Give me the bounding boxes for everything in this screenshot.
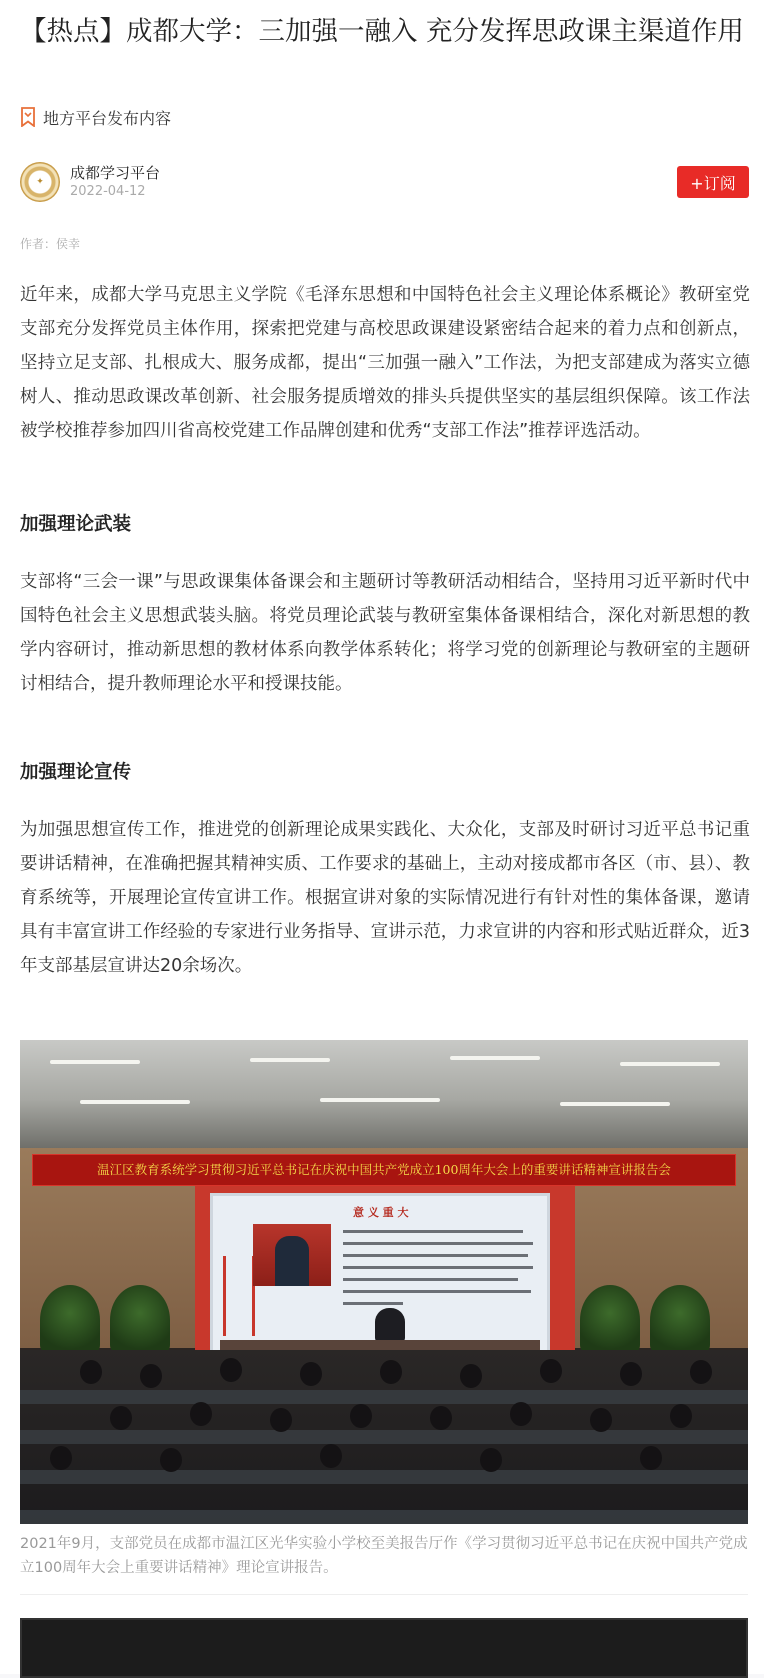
publisher-label: 地方平台发布内容 [43, 108, 172, 128]
ceiling-light [620, 1062, 720, 1066]
plant-right-1 [580, 1285, 640, 1355]
audience-head [80, 1360, 102, 1384]
audience-head [110, 1406, 132, 1430]
audience-area [20, 1350, 748, 1524]
audience-head [190, 1402, 212, 1426]
plant-left-2 [110, 1285, 170, 1355]
seat-row [20, 1510, 748, 1524]
article-photo[interactable] [20, 1040, 748, 1524]
paragraph-theory-arming: 支部将“三会一课”与思政课集体备课会和主题研讨等教研活动相结合，坚持用习近平新时代中国特色社会主义思想武装头脑。将党员理论武装与教研室集体备课相结合，深化对新思想的教学内容研讨，推动新思想的教材体系向教学体系转化；将学习党的创新理论与教研室的主题研讨相结合，提升教师理论水平和授课技能。 [20, 572, 750, 694]
audience-head [460, 1364, 482, 1388]
photo-ceiling [20, 1040, 748, 1148]
account-name[interactable]: 成都学习平台 [70, 164, 161, 182]
audience-head [50, 1446, 72, 1470]
audience-head [270, 1408, 292, 1432]
audience-head [350, 1404, 372, 1428]
audience-head [690, 1360, 712, 1384]
subscribe-button[interactable]: +订阅 [677, 166, 749, 198]
avatar[interactable] [20, 162, 60, 202]
account-info[interactable] [20, 160, 160, 204]
screen-text-line [343, 1242, 533, 1245]
screen-text-line [343, 1278, 518, 1281]
ceiling-light [50, 1060, 140, 1064]
audience-head [540, 1359, 562, 1383]
audience-head [590, 1408, 612, 1432]
plant-right-2 [650, 1285, 710, 1355]
article-photo-2[interactable] [20, 1618, 748, 1678]
audience-head [510, 1402, 532, 1426]
audience-head [140, 1364, 162, 1388]
audience-head [670, 1404, 692, 1428]
section-heading-theory-promotion: 加强理论宣传 [20, 762, 132, 783]
publisher-tag [20, 105, 171, 129]
audience-head [220, 1358, 242, 1382]
screen-title: 意 义 重 大 [353, 1206, 409, 1219]
bookmark-icon [20, 107, 36, 127]
ceiling-light [450, 1056, 540, 1060]
audience-head [380, 1360, 402, 1384]
seat-row [20, 1390, 748, 1404]
section-heading-theory-arming: 加强理论武装 [20, 514, 132, 535]
seat-row [20, 1470, 748, 1484]
audience-head [640, 1446, 662, 1470]
tower-shape [223, 1256, 255, 1336]
audience-head [480, 1448, 502, 1472]
speaker-figure [375, 1308, 405, 1342]
paragraph-theory-promotion: 为加强思想宣传工作，推进党的创新理论成果实践化、大众化，支部及时研讨习近平总书记重要讲话精神，在准确把握其精神实质、工作要求的基础上，主动对接成都市各区（市、县）、教育系统等，开展理论宣传宣讲工作。根据宣讲对象的实际情况进行有针对性的集体备课，邀请具有丰富宣讲工作经验的专家进行业务指导、宣讲示范，力求宣讲的内容和形式贴近群众，近3年支部基层宣讲达20余场次。 [20, 820, 750, 976]
ceiling-light [560, 1102, 670, 1106]
audience-head [430, 1406, 452, 1430]
photo-banner: 温江区教育系统学习贯彻习近平总书记在庆祝中国共产党成立100周年大会上的重要讲话精神宣讲报告会 [32, 1154, 736, 1186]
author-line: 作者：侯幸 [20, 237, 81, 251]
avatar-logo-icon: ✦ [36, 177, 44, 187]
audience-head [160, 1448, 182, 1472]
ceiling-light [320, 1098, 440, 1102]
audience-head [320, 1444, 342, 1468]
photo-caption: 2021年9月，支部党员在成都市温江区光华实验小学校至美报告厅作《学习贯彻习近平总书记在庆祝中国共产党成立100周年大会上重要讲话精神》理论宣讲报告。 [20, 1536, 748, 1576]
screen-picture [253, 1224, 331, 1286]
article-title: 【热点】成都大学：三加强一融入 充分发挥思政课主渠道作用 [20, 16, 744, 47]
screen-text-line [343, 1230, 523, 1233]
ceiling-light [80, 1100, 190, 1104]
screen-text-line [343, 1302, 403, 1305]
audience-head [620, 1362, 642, 1386]
divider [20, 1594, 748, 1595]
ceiling-light [250, 1058, 330, 1062]
audience-head [300, 1362, 322, 1386]
screen-figure [275, 1236, 309, 1286]
screen-text-line [343, 1254, 528, 1257]
plant-left-1 [40, 1285, 100, 1355]
screen-text-line [343, 1266, 533, 1269]
publish-date: 2022-04-12 [70, 184, 146, 199]
seat-row [20, 1430, 748, 1444]
screen-text-line [343, 1290, 531, 1293]
paragraph-intro: 近年来，成都大学马克思主义学院《毛泽东思想和中国特色社会主义理论体系概论》教研室党支部充分发挥党员主体作用，探索把党建与高校思政课建设紧密结合起来的着力点和创新点，坚持立足支部、扎根成大、服务成都，提出“三加强一融入”工作法，为把支部建成为落实立德树人、推动思政课改革创新、社会服务提质增效的排头兵提供坚实的基层组织保障。该工作法被学校推荐参加四川省高校党建工作品牌创建和优秀“支部工作法”推荐评选活动。 [20, 285, 750, 441]
